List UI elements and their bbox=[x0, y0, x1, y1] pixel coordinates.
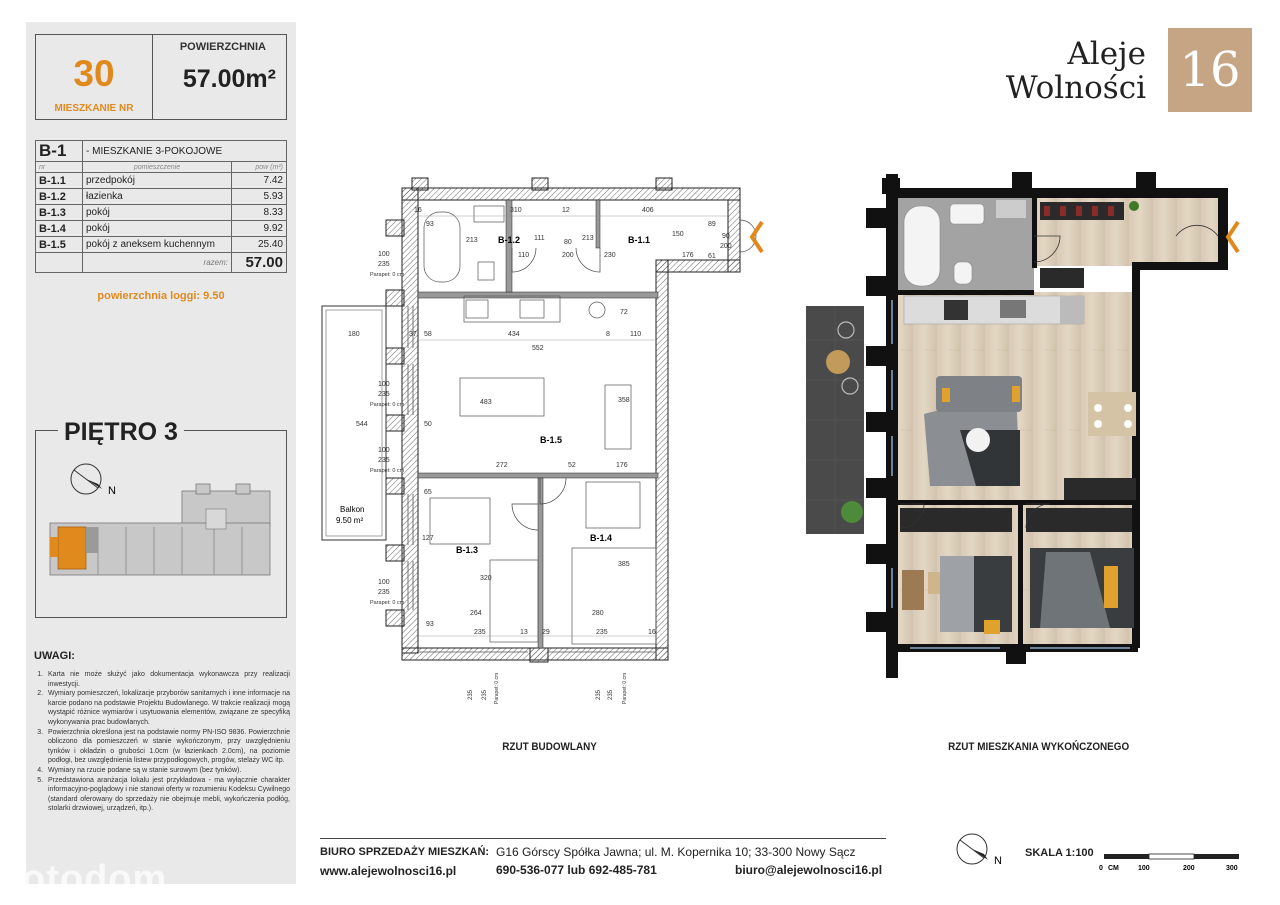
total-label: razem: bbox=[83, 253, 232, 273]
dim: 89 bbox=[708, 221, 716, 228]
scale-tick: 0 bbox=[1099, 865, 1103, 872]
scale-tick: 200 bbox=[1183, 865, 1195, 872]
note-item: 3. Powierzchnia określona jest na podstawie normy PN-ISO 9836. Powierzchnie obliczono dla pomieszczeń w stanie wykończonym, przy uwzględnieniu tynków i okładzin o grubości 1.0cm (w łazienkach 2.0cm), na poziomie podłogi, bez uwzględnienia listew przypodłogowych, progów, stelaży WC itp. bbox=[45, 728, 290, 766]
dim: 52 bbox=[568, 462, 576, 469]
dim: 235 bbox=[596, 689, 602, 700]
dim: 50 bbox=[424, 421, 432, 428]
room-label-b13: B-1.3 bbox=[456, 545, 479, 555]
room-label-b11: B-1.1 bbox=[628, 235, 651, 245]
balcony-area: 9.50 m² bbox=[336, 516, 364, 525]
scale-label: SKALA 1:100 bbox=[1025, 847, 1094, 859]
dim: 264 bbox=[470, 610, 482, 617]
dim: 150 bbox=[672, 231, 684, 238]
dim: 58 bbox=[424, 331, 432, 338]
dim: 230 bbox=[604, 252, 616, 259]
note-item: 5. Przedstawiona aranżacja lokalu jest przykładowa - ma wyłącznie charakter informacyjno-poglądowy i nie stanowi oferty w rozumieniu Kodeksu Cywilnego (standard oferowany do sprzedaży nie obejmuje mebli, wykończenia podłóg, stolarki drzwiowej, urządzeń, itp.). bbox=[45, 776, 290, 814]
room-name: pokój bbox=[83, 205, 232, 221]
room-area: 8.33 bbox=[232, 205, 287, 221]
room-name: pokój z aneksem kuchennym bbox=[83, 237, 232, 253]
scale-tick: 100 bbox=[1138, 865, 1150, 872]
room-code: B-1.4 bbox=[36, 221, 83, 237]
dim: 176 bbox=[682, 252, 694, 259]
finished-plan-caption: RZUT MIESZKANIA WYKOŃCZONEGO bbox=[948, 741, 1130, 753]
unit-type: - MIESZKANIE 3-POKOJOWE bbox=[83, 141, 287, 162]
note-item: 1. Karta nie może służyć jako dokumentacja wykonawcza przy realizacji inwestycji. bbox=[45, 670, 290, 689]
construction-plan-caption: RZUT BUDOWLANY bbox=[502, 741, 597, 753]
floor-label: PIĘTRO 3 bbox=[58, 418, 184, 447]
website-link[interactable]: www.alejewolnosci16.pl bbox=[320, 864, 457, 878]
dim: 235 bbox=[378, 391, 390, 398]
note-item: 2. Wymiary pomieszczeń, lokalizacje przyborów sanitarnych i inne informacje na karcie podano na podstawie Projektu Budowlanego. W trakcie realizacji mogą wystąpić różnice wymiarów i usytuowania elementów, związane ze specyfiką wykonywania prac budowlanych. bbox=[45, 689, 290, 727]
note-item: 4. Wymiary na rzucie podane są w stanie surowym (bez tynków). bbox=[45, 766, 290, 776]
dim: 310 bbox=[510, 207, 522, 214]
room-name: łazienka bbox=[83, 189, 232, 205]
room-code: B-1.5 bbox=[36, 237, 83, 253]
dim: 176 bbox=[616, 462, 628, 469]
dim: 13 bbox=[520, 629, 528, 636]
company-address: G16 Górscy Spółka Jawna; ul. M. Kopernika 10; 33-300 Nowy Sącz bbox=[496, 845, 856, 859]
apartment-number: 30 bbox=[73, 53, 115, 94]
dim: 200 bbox=[720, 243, 732, 250]
dim: Parapet: 0 cm bbox=[622, 672, 628, 704]
dim: 100 bbox=[378, 579, 390, 586]
room-area: 25.40 bbox=[232, 237, 287, 253]
room-code: B-1.2 bbox=[36, 189, 83, 205]
scale-tick: 300 bbox=[1226, 865, 1238, 872]
dim: 280 bbox=[592, 610, 604, 617]
dim: 213 bbox=[466, 237, 478, 244]
room-area: 7.42 bbox=[232, 173, 287, 189]
dim: 235 bbox=[378, 589, 390, 596]
room-label-b14: B-1.4 bbox=[590, 533, 613, 543]
room-code: B-1.1 bbox=[36, 173, 83, 189]
dim: Parapet: 0 cm bbox=[494, 672, 500, 704]
dim: 406 bbox=[642, 207, 654, 214]
dim: 200 bbox=[562, 252, 574, 259]
scale-tick: CM bbox=[1108, 865, 1119, 872]
area-label: POWIERZCHNIA bbox=[179, 41, 266, 53]
dim: 235 bbox=[378, 261, 390, 268]
dim: 61 bbox=[708, 253, 716, 260]
room-label-b12: B-1.2 bbox=[498, 235, 521, 245]
phone-numbers[interactable]: 690-536-077 lub 692-485-781 bbox=[496, 863, 657, 877]
dim: 272 bbox=[496, 462, 508, 469]
dim: 235 bbox=[482, 689, 488, 700]
dim: 90 bbox=[722, 233, 730, 240]
dim: 110 bbox=[630, 331, 642, 338]
compass-icon bbox=[957, 834, 1002, 867]
dim: 100 bbox=[378, 447, 390, 454]
dim: Parapet: 0 cm bbox=[370, 600, 405, 606]
room-area: 5.93 bbox=[232, 189, 287, 205]
room-label-b15: B-1.5 bbox=[540, 435, 563, 445]
room-area: 9.92 bbox=[232, 221, 287, 237]
loggia-area: powierzchnia loggi: 9.50 bbox=[97, 290, 225, 302]
dim: 235 bbox=[608, 689, 614, 700]
apartment-number-label: MIESZKANIE NR bbox=[54, 103, 134, 114]
dim: 100 bbox=[378, 381, 390, 388]
scale-bar bbox=[1099, 854, 1239, 872]
dim: 16 bbox=[414, 207, 422, 214]
col-nr: nr bbox=[36, 162, 83, 173]
col-room: pomieszczenie bbox=[83, 162, 232, 173]
dim: Parapet: 0 cm bbox=[370, 272, 405, 278]
total-value: 57.00 bbox=[232, 253, 287, 273]
dim: 65 bbox=[424, 489, 432, 496]
dim: 180 bbox=[348, 331, 360, 338]
dim: 93 bbox=[426, 621, 434, 628]
dim: 358 bbox=[618, 397, 630, 404]
dim: 235 bbox=[468, 689, 474, 700]
dim: 80 bbox=[564, 239, 572, 246]
dim: 434 bbox=[508, 331, 520, 338]
dim: 8 bbox=[606, 331, 610, 338]
otodom-watermark: otodom bbox=[22, 858, 168, 900]
room-name: przedpokój bbox=[83, 173, 232, 189]
dim: 544 bbox=[356, 421, 368, 428]
unit-code: B-1 bbox=[36, 141, 83, 162]
north-label: N bbox=[108, 485, 116, 497]
room-name: pokój bbox=[83, 221, 232, 237]
email-link[interactable]: biuro@alejewolnosci16.pl bbox=[735, 863, 883, 877]
dim: 127 bbox=[422, 535, 434, 542]
room-code: B-1.3 bbox=[36, 205, 83, 221]
logo-badge: 16 bbox=[1168, 28, 1252, 112]
dim: 552 bbox=[532, 345, 544, 352]
dim: 320 bbox=[480, 575, 492, 582]
dim: 235 bbox=[378, 457, 390, 464]
dim: 93 bbox=[426, 221, 434, 228]
compass-north-label: N bbox=[994, 855, 1002, 867]
dim: Parapet: 0 cm bbox=[370, 468, 405, 474]
dim: 12 bbox=[562, 207, 570, 214]
logo-line-1: Aleje bbox=[1067, 36, 1146, 72]
dim: 16 bbox=[648, 629, 656, 636]
col-area: pow (m²) bbox=[232, 162, 287, 173]
dim: 385 bbox=[618, 561, 630, 568]
dim: 213 bbox=[582, 235, 594, 242]
dim: 37 bbox=[409, 331, 417, 338]
dim: 100 bbox=[378, 251, 390, 258]
dim: 110 bbox=[518, 252, 530, 259]
sales-office-label: BIURO SPRZEDAŻY MIESZKAŃ: bbox=[320, 846, 490, 858]
dim: 111 bbox=[534, 235, 545, 242]
dim: 483 bbox=[480, 399, 492, 406]
dim: Parapet: 0 cm bbox=[370, 402, 405, 408]
logo-line-2: Wolności bbox=[1005, 70, 1146, 106]
dim: 29 bbox=[542, 629, 550, 636]
dim: 72 bbox=[620, 309, 628, 316]
dim: 235 bbox=[596, 629, 608, 636]
balcony-label: Balkon bbox=[340, 505, 365, 514]
notes-title: UWAGI: bbox=[34, 650, 75, 662]
dim: 235 bbox=[474, 629, 486, 636]
area-value: 57.00m² bbox=[182, 65, 276, 93]
